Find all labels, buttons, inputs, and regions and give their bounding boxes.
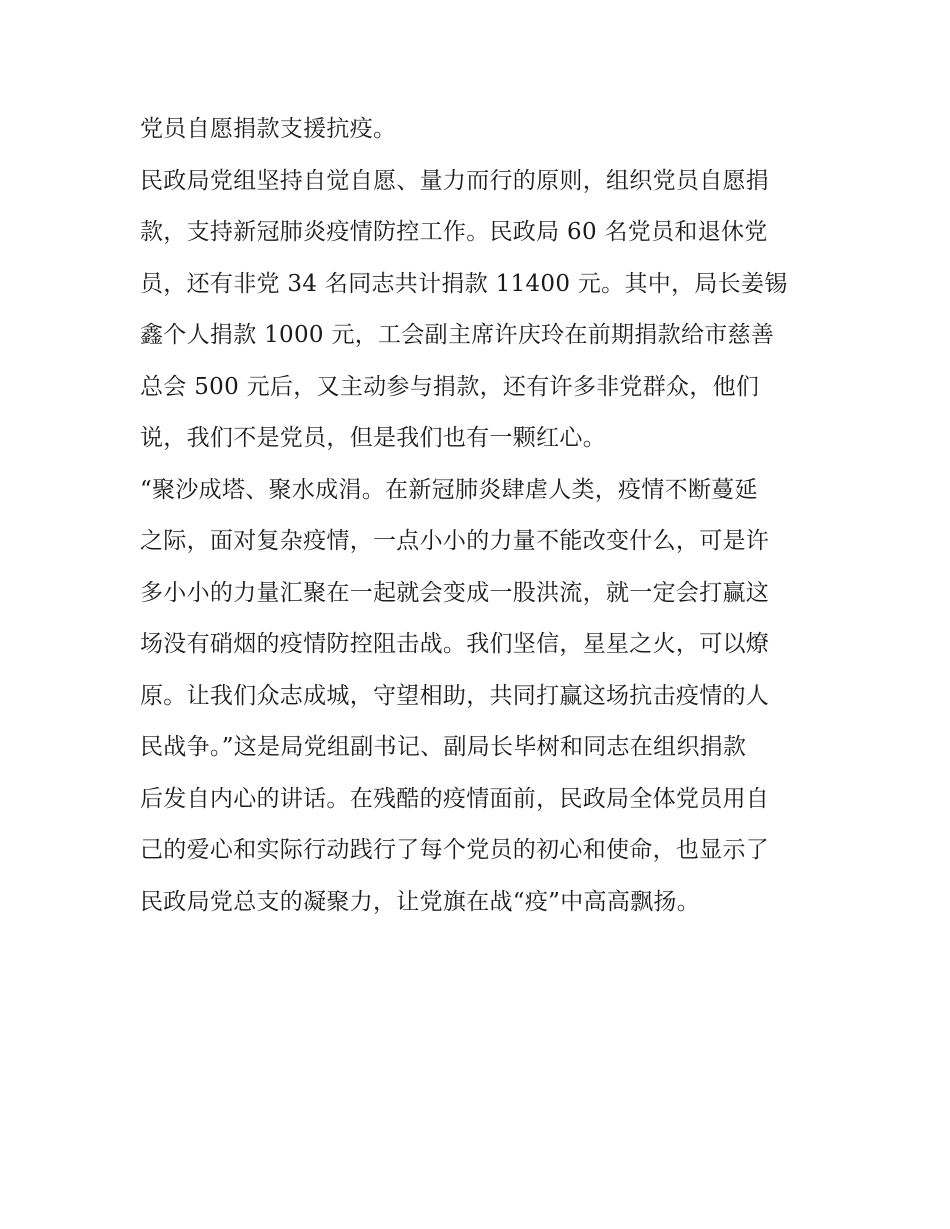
text-line: 民战争。”这是局党组副书记、副局长毕树和同志在组织捐款	[140, 734, 747, 760]
text-line: 己的爱心和实际行动践行了每个党员的初心和使命，也显示了	[140, 837, 770, 863]
text-line: 场没有硝烟的疫情防控阻击战。我们坚信，星星之火，可以燎	[140, 631, 770, 657]
text-line: 民政局党总支的凝聚力，让党旗在战“疫”中高高飘扬。	[140, 888, 701, 915]
text-line: 原。让我们众志成城，守望相助，共同打赢这场抗击疫情的人	[140, 682, 770, 709]
text-line: “聚沙成塔、聚水成涓。在新冠肺炎肆虐人类，疫情不断蔓延	[140, 476, 758, 503]
text-line: 多小小的力量汇聚在一起就会变成一股洪流，就一定会打赢这	[140, 579, 770, 606]
text-line: 总会 500 元后，又主动参与捐款，还有许多非党群众，他们	[140, 373, 760, 400]
text-line: 民政局党组坚持自觉自愿、量力而行的原则，组织党员自愿捐	[140, 167, 770, 194]
text-line: 鑫个人捐款 1000 元，工会副主席许庆玲在前期捐款给市慈善	[140, 322, 775, 348]
text-line: 之际，面对复杂疫情，一点小小的力量不能改变什么，可是许	[140, 528, 770, 554]
text-line: 款，支持新冠肺炎疫情防控工作。民政局 60 名党员和退休党	[140, 219, 768, 245]
text-line: 员，还有非党 34 名同志共计捐款 11400 元。其中，局长姜锡	[140, 270, 788, 297]
text-line: 后发自内心的讲话。在残酷的疫情面前，民政局全体党员用自	[140, 785, 770, 812]
text-line: 党员自愿捐款支援抗疫。	[140, 116, 397, 142]
text-line: 说，我们不是党员，但是我们也有一颗红心。	[140, 425, 606, 451]
document-body	[140, 104, 820, 928]
